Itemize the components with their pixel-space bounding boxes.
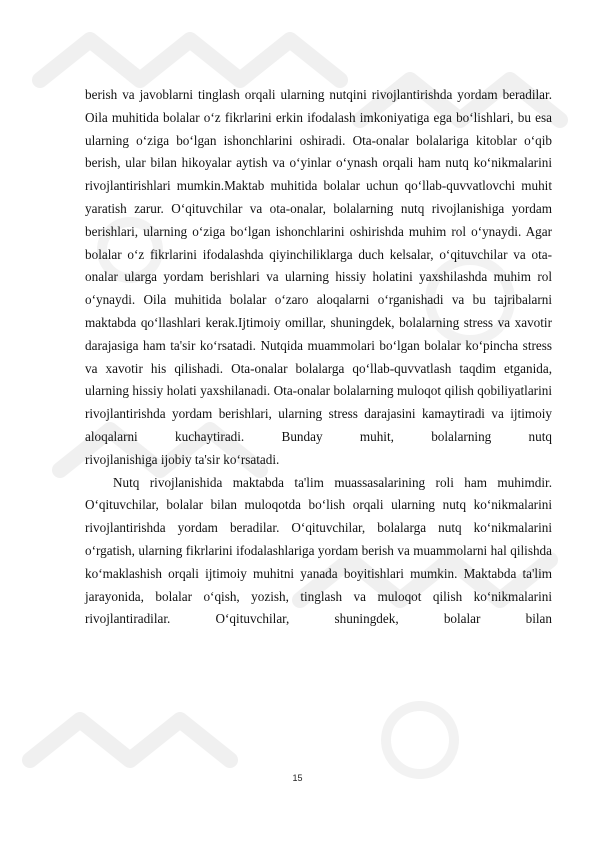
- paragraph-1-last-line: rivojlanishiga ijobiy ta'sir ko‘rsatadi.: [85, 451, 280, 467]
- paragraph-1: [85, 84, 552, 472]
- paragraph-2-text: Nutq rivojlanishida maktabda ta'lim muassasalarining roli ham muhimdir. O‘qituvchilar, bolalar bilan muloqotda bo‘lish orqali ularning nutq ko‘nikmalarini rivojlantirishda yordam beradilar. O‘qituvchilar, bolalarga nutq ko‘nikmalarini o‘rgatish, ularning fikrlarini ifodalashlariga yordam berish va muammolarni hal qilishda ko‘maklashish orqali ijtimoiy muhitni yanada boyitishlari mumkin. Maktabda ta'lim jarayonida, bolalar o‘qish, yozish, tinglash va muloqot qilish ko‘nikmalarini rivojlantiradilar. O‘qituvchilar, shuningdek, bolalar bilan: [85, 474, 552, 627]
- paragraph-2: [85, 472, 552, 632]
- page-number: 15: [292, 773, 303, 783]
- document-body: [85, 84, 552, 631]
- paragraph-1-text: berish va javoblarni tinglash orqali ularning nutqini rivojlantirishda yordam beradilar. Oila muhitida bolalar o‘z fikrlarini erkin ifodalash imkoniyatiga ega bo‘lishlari, bu esa ularning o‘ziga bo‘lgan ishonchlarini oshiradi. Ota-onalar bolalariga kitoblar o‘qib berish, ular bilan hikoyalar aytish va o‘yinlar o‘ynash orqali ham nutq ko‘nikmalarini rivojlantirishlari mumkin.Maktab muhitida bolalar uchun qo‘llab-quvvatlovchi muhit yaratish zarur. O‘qituvchilar va ota-onalar, bolalarning nutq rivojlanishiga yordam berishlari, ularning o‘ziga bo‘lgan ishonchlarini oshirishda muhim rol o‘ynaydi. Agar bolalar o‘z fikrlarini ifodalashda qiyinchiliklarga duch kelsalar, o‘qituvchilar va ota-onalar ularga yordam berishlari va ularning hissiy holatini yaxshilashda muhim rol o‘ynaydi. Oila muhitida bolalar o‘zaro aloqalarni o‘rganishadi va bu tajribalarni maktabda qo‘llashlari kerak.Ijtimoiy omillar, shuningdek, bolalarning stress va xavotir darajasiga ham ta'sir ko‘rsatadi. Nutqida muammolari bo‘lgan bolalar ko‘pincha stress va xavotir his qilishadi. Ota-onalar bolalarga qo‘llab-quvvatlash taqdim etganida, ularning hissiy holati yaxshilanadi. Ota-onalar bolalarning muloqot qilish qobiliyatlarini rivojlantirishda yordam berishlari, ularning stress darajasini kamaytiradi va ijtimoiy aloqalarni kuchaytiradi. Bunday muhit, bolalarning nutq: [85, 87, 552, 444]
